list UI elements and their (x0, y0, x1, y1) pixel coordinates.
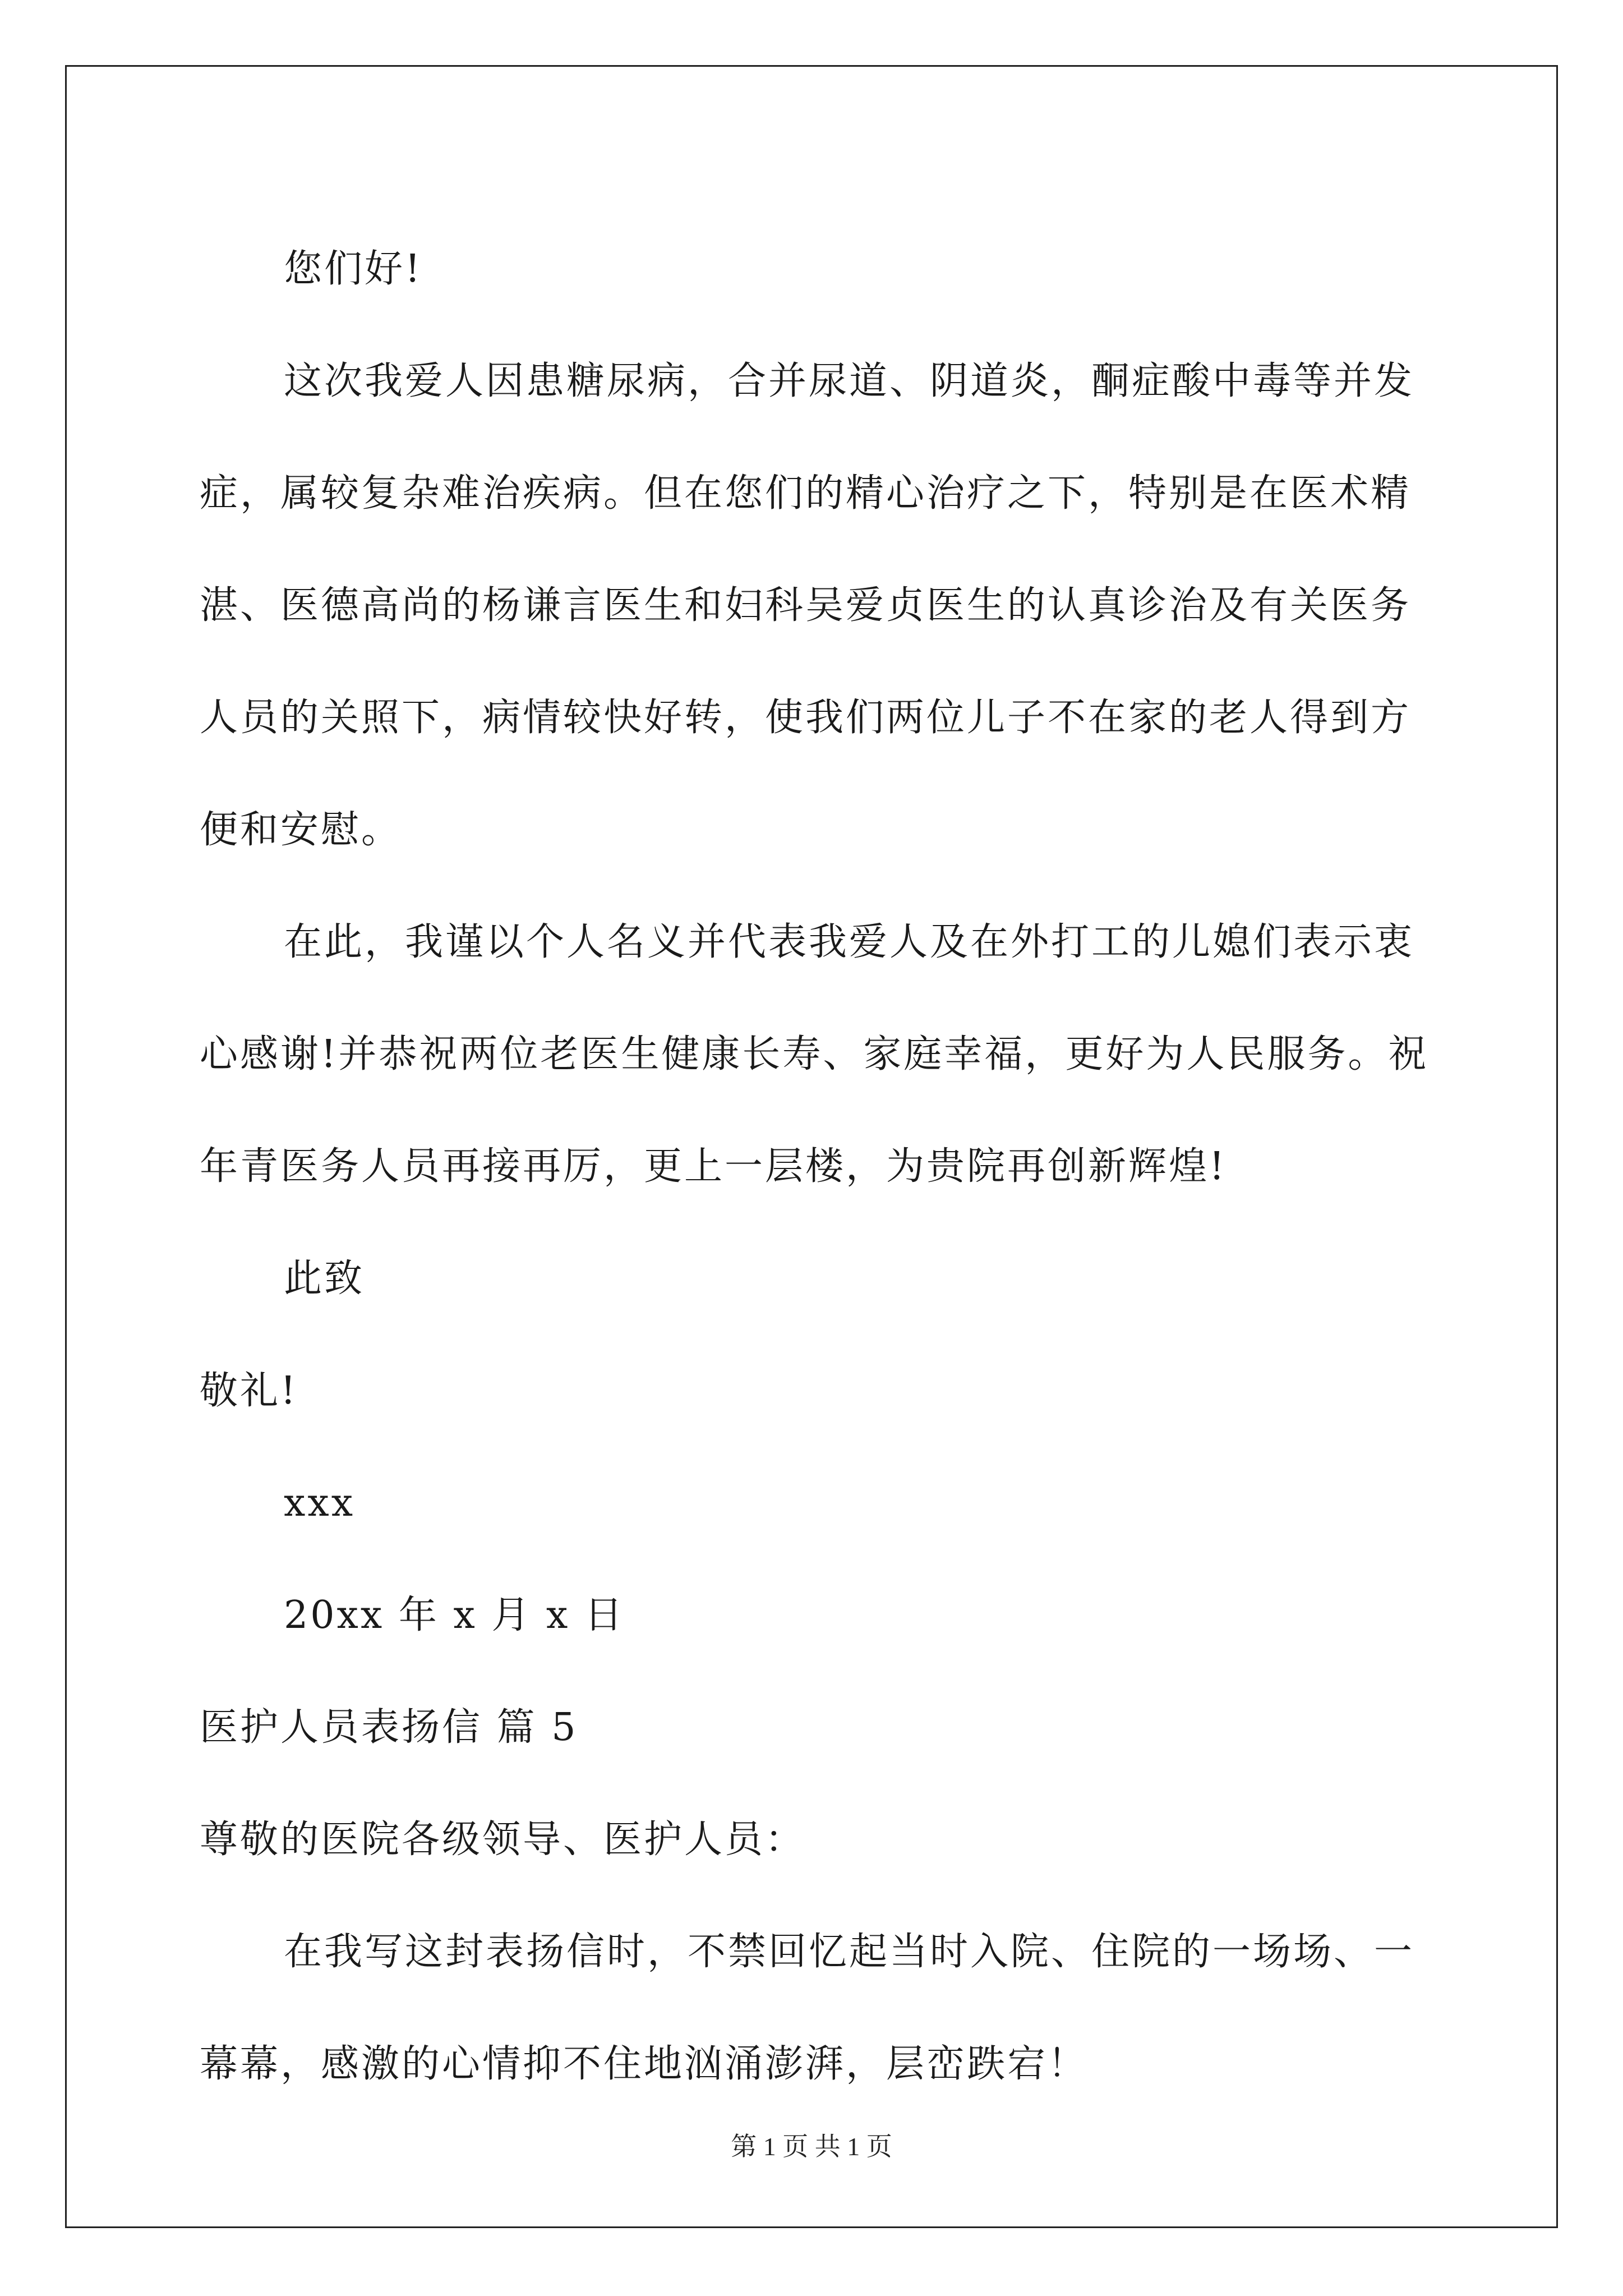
greeting: 您们好! (284, 247, 423, 291)
closing-regards: 敬礼! (200, 1369, 298, 1413)
signature-date: 20xx 年 x 月 x 日 (284, 1593, 625, 1637)
signature-name: xxx (284, 1481, 356, 1525)
body-paragraph-3: 在我写这封表扬信时，不禁回忆起当时入院、住院的一场场、一幕幕，感激的心情抑不住地汹涌澎湃，层峦跌宕！ (200, 1930, 1415, 2086)
body-paragraph-2: 在此，我谨以个人名义并代表我爱人及在外打工的儿媳们表示衷心感谢!并恭祝两位老医生健康长寿、家庭幸福，更好为人民服务。祝年青医务人员再接再厉，更上一层楼，为贵院再创新辉煌! (200, 920, 1429, 1189)
body-paragraph-1: 这次我爱人因患糖尿病，合并尿道、阴道炎，酮症酸中毒等并发症，属较复杂难治疾病。但在您们的精心治疗之下，特别是在医术精湛、医德高尚的杨谦言医生和妇科吴爱贞医生的认真诊治及有关医务人员的关照下，病情较快好转，使我们两位儿子不在家的老人得到方便和安慰。 (200, 359, 1415, 852)
page-number-footer: 第 1 页 共 1 页 (731, 2132, 892, 2161)
letter-salutation: 尊敬的医院各级领导、医护人员： (200, 1818, 806, 1862)
section-heading: 医护人员表扬信 篇 5 (200, 1705, 578, 1750)
document-body (200, 213, 1433, 2120)
closing-salutation: 此致 (284, 1257, 365, 1301)
